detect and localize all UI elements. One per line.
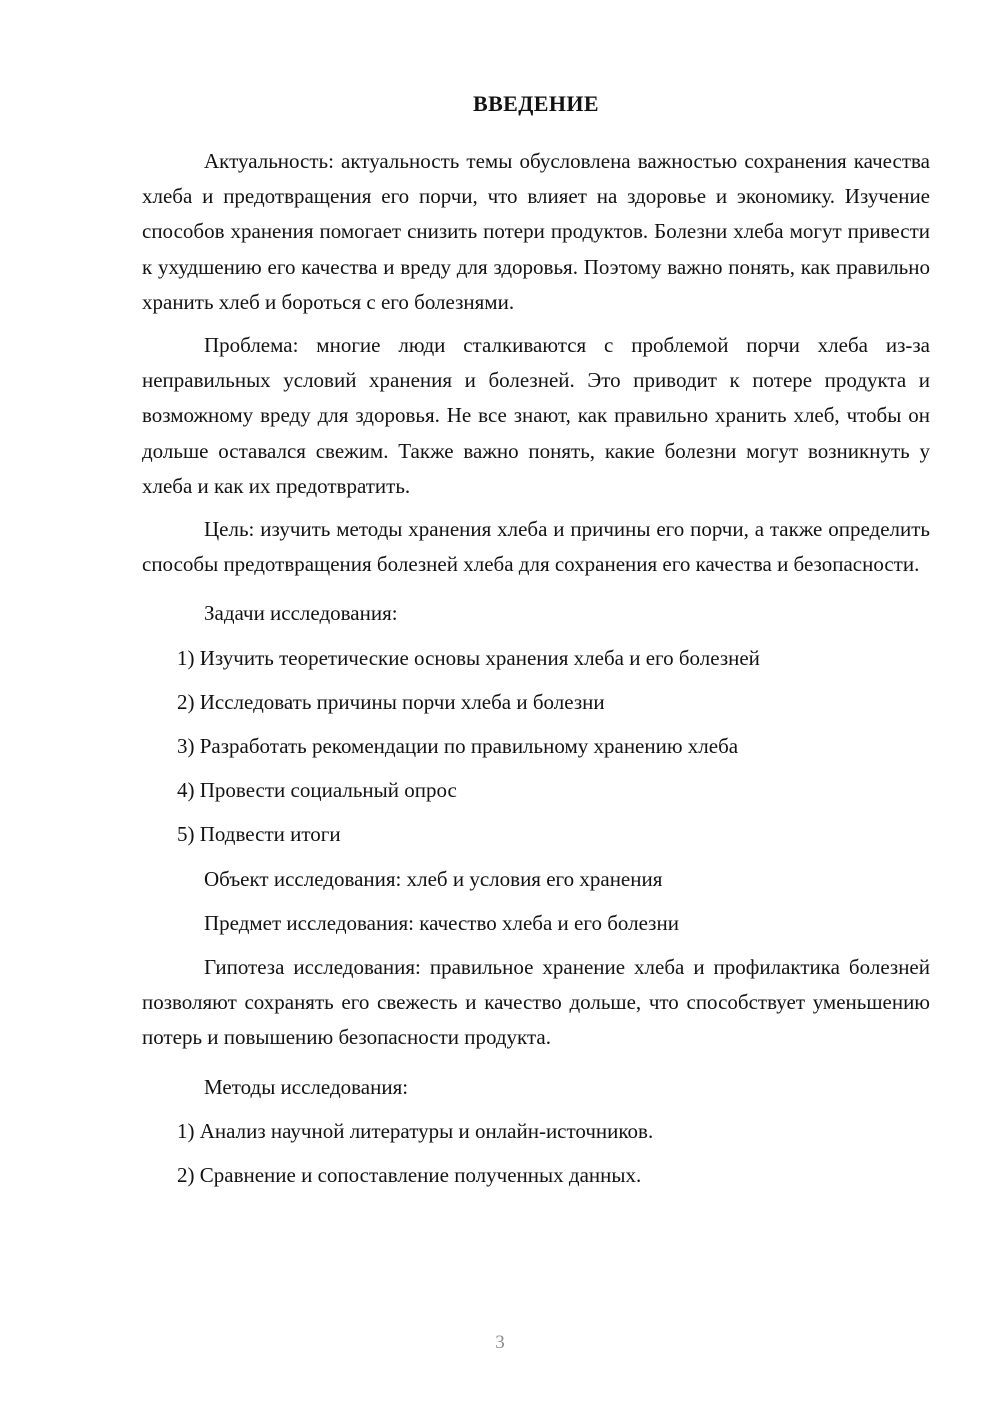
list-item: 3) Разработать рекомендации по правильному хранению хлеба <box>177 734 739 759</box>
page-title: ВВЕДЕНИЕ <box>473 91 599 116</box>
paragraph-goal: Цель: изучить методы хранения хлеба и причины его порчи, а также определить способы предотвращения болезней хлеба для сохранения его качества и безопасности. <box>142 517 930 577</box>
list-item: 5) Подвести итоги <box>177 822 341 847</box>
list-item: 2) Сравнение и сопоставление полученных данных. <box>177 1163 642 1188</box>
methods-heading: Методы исследования: <box>204 1074 409 1099</box>
methods-list <box>142 1114 930 1193</box>
subject-of-research: Предмет исследования: качество хлеба и его болезни <box>204 910 679 935</box>
list-item: 1) Изучить теоретические основы хранения хлеба и его болезней <box>177 645 760 670</box>
tasks-list <box>142 641 930 853</box>
page-number: 3 <box>495 1332 505 1353</box>
list-item: 2) Исследовать причины порчи хлеба и болезни <box>177 689 605 714</box>
list-item: 4) Провести социальный опрос <box>177 778 457 803</box>
object-of-research: Объект исследования: хлеб и условия его хранения <box>204 866 663 891</box>
paragraph-hypothesis: Гипотеза исследования: правильное хранение хлеба и профилактика болезней позволяют сохранять его свежесть и качество дольше, что способствует уменьшению потерь и повышению безопасности продукта. <box>142 955 930 1050</box>
tasks-heading: Задачи исследования: <box>204 601 398 626</box>
document-body <box>142 90 930 1202</box>
list-item: 1) Анализ научной литературы и онлайн-источников. <box>177 1118 654 1143</box>
paragraph-problem: Проблема: многие люди сталкиваются с проблемой порчи хлеба из-за неправильных условий хранения и болезней. Это приводит к потере продукта и возможному вреду для здоровья. Не все знают, как правильно хранить хлеб, чтобы он дольше оставался свежим. Также важно понять, какие болезни могут возникнуть у хлеба и как их предотвратить. <box>142 333 930 498</box>
paragraph-relevance: Актуальность: актуальность темы обусловлена важностью сохранения качества хлеба и предотвращения его порчи, что влияет на здоровье и экономику. Изучение способов хранения помогает снизить потери продуктов. Болезни хлеба могут привести к ухудшению его качества и вреду для здоровья. Поэтому важно понять, как правильно хранить хлеб и бороться с его болезнями. <box>142 149 930 314</box>
